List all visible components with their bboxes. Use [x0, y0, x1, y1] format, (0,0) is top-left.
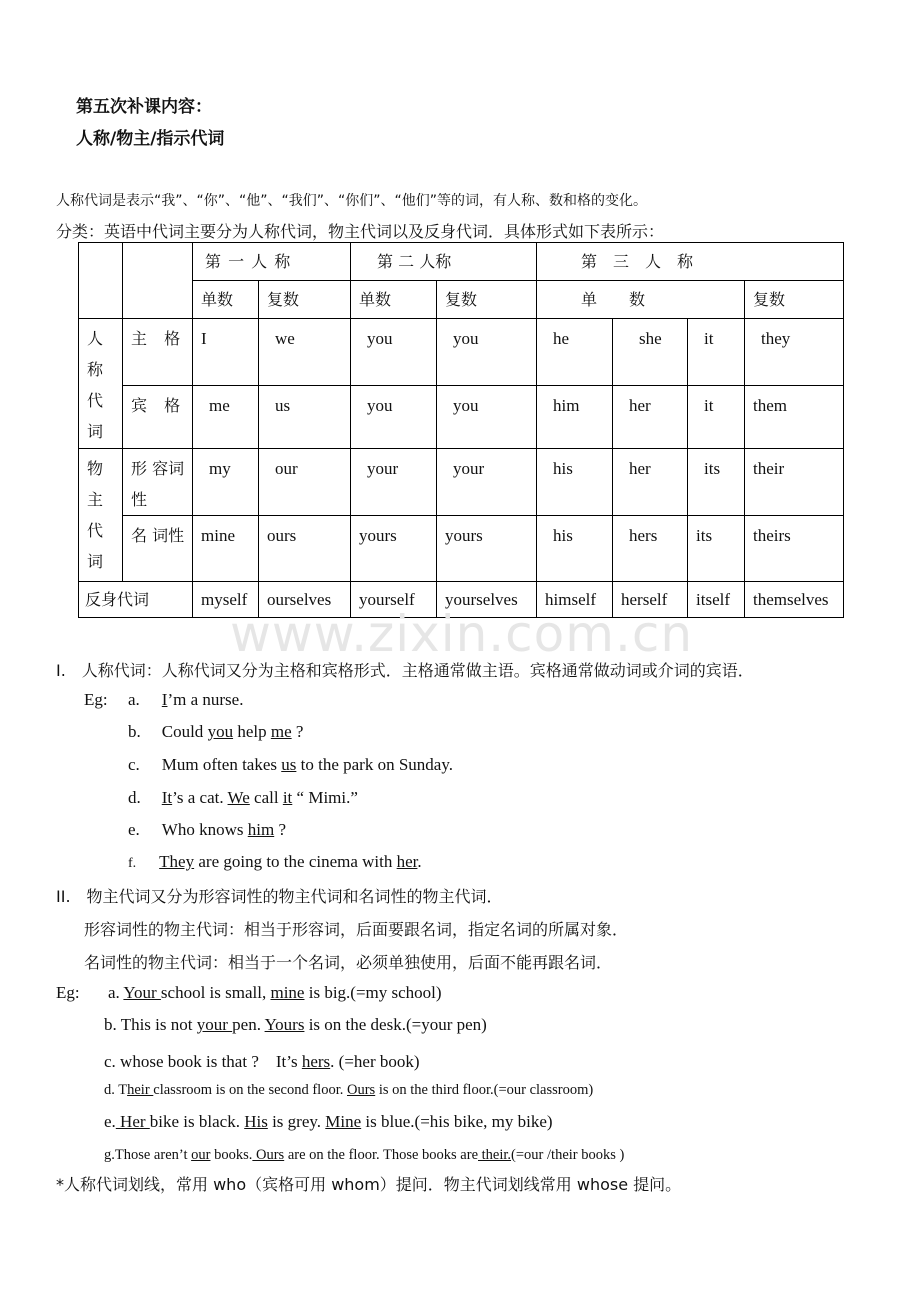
- cell-object-1sg: me: [193, 386, 259, 449]
- underlined-word: We: [227, 788, 250, 807]
- row-label-noun: 名 词性: [123, 516, 193, 582]
- example-text: classroom is on the second floor.: [153, 1082, 347, 1098]
- section1-eg-label: Eg:: [84, 690, 108, 709]
- cell-reflexive-1pl: ourselves: [259, 582, 351, 618]
- example-marker: e.: [128, 820, 140, 839]
- underlined-word: mine: [270, 983, 305, 1002]
- cell-adj-3sg-n: its: [688, 449, 745, 516]
- header-first-plural: 复数: [259, 281, 351, 319]
- example-f: [128, 852, 422, 872]
- underlined-word: your: [196, 1015, 233, 1034]
- cell-noun-1pl: ours: [259, 516, 351, 582]
- example-text: d. T: [104, 1082, 128, 1098]
- underlined-word: him: [247, 820, 275, 839]
- header-second-plural: 复数: [437, 281, 537, 319]
- section2-eg-label: Eg:: [56, 983, 80, 1002]
- cell-noun-3sg-f: hers: [613, 516, 688, 582]
- cell-adj-1sg: my: [193, 449, 259, 516]
- underlined-word: it: [282, 788, 293, 807]
- row-label-reflexive: 反身代词: [79, 582, 193, 618]
- footnote: *人称代词划线，常用 who（宾格可用 whom）提问．物主代词划线常用 whose 提问。: [56, 1175, 682, 1194]
- example-text: Could: [161, 722, 208, 741]
- example-marker: d.: [128, 788, 141, 807]
- underlined-word: Yours: [264, 1015, 305, 1034]
- example-text: school is small,: [160, 983, 271, 1002]
- cell-subject-3pl: they: [745, 319, 844, 386]
- underlined-word: their.: [478, 1147, 512, 1163]
- underlined-word: our: [191, 1147, 211, 1163]
- underlined-word: her: [396, 852, 418, 871]
- example-text: books.: [210, 1147, 253, 1163]
- cell-object-3sg-n: it: [688, 386, 745, 449]
- example-c: [128, 755, 453, 775]
- underlined-word: me: [270, 722, 292, 741]
- section2-adjective-definition: 形容词性的物主代词：相当于形容词，后面要跟名词，指定名词的所属对象．: [84, 920, 629, 939]
- example-text: ?: [291, 722, 304, 741]
- example-text: .: [417, 852, 422, 871]
- example2-g: [104, 1147, 624, 1164]
- example-marker: f.: [128, 856, 137, 871]
- header-third-plural: 复数: [745, 281, 844, 319]
- cell-object-3sg-m: him: [537, 386, 613, 449]
- example-e: [128, 820, 286, 840]
- cell-object-2sg: you: [351, 386, 437, 449]
- underlined-word: Your: [123, 983, 161, 1002]
- example-text: is grey.: [267, 1112, 326, 1131]
- cell-reflexive-3sg-n: itself: [688, 582, 745, 618]
- example2-a: [108, 983, 442, 1003]
- example-marker: c.: [128, 755, 140, 774]
- cell-noun-3pl: theirs: [745, 516, 844, 582]
- cell-adj-2pl: your: [437, 449, 537, 516]
- example-text: a.: [108, 983, 124, 1002]
- example-text: pen.: [232, 1015, 265, 1034]
- classification-text: 分类：英语中代词主要分为人称代词，物主代词以及反身代词．具体形式如下表所示：: [56, 222, 665, 241]
- cell-noun-2sg: yours: [351, 516, 437, 582]
- cell-object-2pl: you: [437, 386, 537, 449]
- row-label-object: 宾 格: [123, 386, 193, 449]
- example-text: is on the third floor.(=our classroom): [375, 1082, 594, 1098]
- underlined-word: They: [159, 852, 195, 871]
- section2-noun-definition: 名词性的物主代词：相当于一个名词，必须单独使用，后面不能再跟名词．: [84, 953, 613, 972]
- underlined-word: Her: [115, 1112, 150, 1131]
- header-third-singular: 单 数: [537, 281, 745, 319]
- cell-subject-2pl: you: [437, 319, 537, 386]
- example-text: Who knows: [161, 820, 248, 839]
- example2-c: [104, 1047, 420, 1072]
- example-text: call: [249, 788, 283, 807]
- example-text: (=our /their books ): [511, 1147, 625, 1163]
- cell-reflexive-2pl: yourselves: [437, 582, 537, 618]
- watermark: www.zixin.com.cn: [230, 605, 694, 663]
- header-second-singular: 单数: [351, 281, 437, 319]
- cell-object-1pl: us: [259, 386, 351, 449]
- underlined-word: It: [161, 788, 173, 807]
- heading-topic: 人称/物主/指示代词: [76, 129, 225, 149]
- example-text: ’s a cat.: [172, 788, 228, 807]
- cell-adj-2sg: your: [351, 449, 437, 516]
- cell-subject-3sg-n: it: [688, 319, 745, 386]
- example-text: are on the floor. Those books are: [284, 1147, 479, 1163]
- underlined-word: Ours: [252, 1147, 285, 1163]
- cell-object-3pl: them: [745, 386, 844, 449]
- cell-noun-2pl: yours: [437, 516, 537, 582]
- underlined-word: us: [281, 755, 297, 774]
- underlined-word: hers: [301, 1052, 331, 1071]
- example-text: are going to the cinema with: [194, 852, 397, 871]
- cell-reflexive-2sg: yourself: [351, 582, 437, 618]
- underlined-word: Mine: [325, 1112, 362, 1131]
- table-corner-cell: [123, 243, 193, 319]
- example-text: “ Mimi.”: [292, 788, 358, 807]
- example2-b: [104, 1015, 487, 1035]
- cell-reflexive-3sg-m: himself: [537, 582, 613, 618]
- header-first-person: 第 一 人 称: [193, 243, 351, 281]
- example-text: bike is black.: [149, 1112, 245, 1131]
- example-text: . (=her book): [330, 1052, 420, 1071]
- example2-e: [104, 1112, 553, 1132]
- cell-adj-1pl: our: [259, 449, 351, 516]
- group-personal-pronouns: 人称代词: [79, 319, 123, 449]
- cell-adj-3pl: their: [745, 449, 844, 516]
- example-text: to the park on Sunday.: [296, 755, 453, 774]
- underlined-word: I: [161, 690, 168, 709]
- intro-text: 人称代词是表示“我”、“你”、“他”、“我们”、“你们”、“他们”等的词，有人称、数和格的变化。: [56, 193, 648, 209]
- cell-subject-3sg-f: she: [613, 319, 688, 386]
- example-marker: a.: [128, 690, 140, 709]
- example-text: c. whose book is that ? It’s: [104, 1052, 302, 1071]
- example-marker: b.: [128, 722, 141, 741]
- heading-lesson: 第五次补课内容：: [76, 97, 212, 117]
- example-text: is on the desk.(=your pen): [304, 1015, 487, 1034]
- cell-subject-3sg-m: he: [537, 319, 613, 386]
- example-text: is big.(=my school): [304, 983, 442, 1002]
- example-text: ?: [274, 820, 286, 839]
- group-possessive-pronouns: 物主代词: [79, 449, 123, 582]
- cell-subject-1pl: we: [259, 319, 351, 386]
- section2-title: II. 物主代词又分为形容词性的物主代词和名词性的物主代词．: [56, 887, 503, 906]
- example-text: is blue.(=his bike, my bike): [361, 1112, 553, 1131]
- header-third-person: 第 三 人 称: [537, 243, 844, 281]
- cell-noun-1sg: mine: [193, 516, 259, 582]
- cell-adj-3sg-m: his: [537, 449, 613, 516]
- example2-d: [104, 1082, 593, 1099]
- cell-reflexive-3sg-f: herself: [613, 582, 688, 618]
- table-corner-cell: [79, 243, 123, 319]
- row-label-subject: 主 格: [123, 319, 193, 386]
- cell-adj-3sg-f: her: [613, 449, 688, 516]
- cell-object-3sg-f: her: [613, 386, 688, 449]
- example-text: help: [233, 722, 271, 741]
- cell-noun-3sg-n: its: [688, 516, 745, 582]
- underlined-word: you: [207, 722, 234, 741]
- section1-title: I. 人称代词：人称代词又分为主格和宾格形式．主格通常做主语。宾格通常做动词或介词的宾语．: [56, 661, 754, 680]
- example-d: [128, 788, 358, 808]
- example-text: g.Those aren’t: [104, 1147, 192, 1163]
- example-text: Mum often takes: [161, 755, 282, 774]
- cell-reflexive-3pl: themselves: [745, 582, 844, 618]
- underlined-word: His: [244, 1112, 268, 1131]
- header-first-singular: 单数: [193, 281, 259, 319]
- example-a: [128, 690, 243, 710]
- example-text: b. This is not: [104, 1015, 197, 1034]
- example-b: [128, 722, 303, 742]
- cell-subject-2sg: you: [351, 319, 437, 386]
- header-second-person: 第 二 人称: [351, 243, 537, 281]
- underlined-word: heir: [127, 1082, 154, 1098]
- cell-subject-1sg: I: [193, 319, 259, 386]
- example-text: e.: [104, 1112, 116, 1131]
- pronoun-table: [78, 242, 844, 618]
- cell-reflexive-1sg: myself: [193, 582, 259, 618]
- cell-noun-3sg-m: his: [537, 516, 613, 582]
- underlined-word: Ours: [347, 1082, 376, 1098]
- example-text: ’m a nurse.: [167, 690, 244, 709]
- row-label-adjective: 形 容词性: [123, 449, 193, 516]
